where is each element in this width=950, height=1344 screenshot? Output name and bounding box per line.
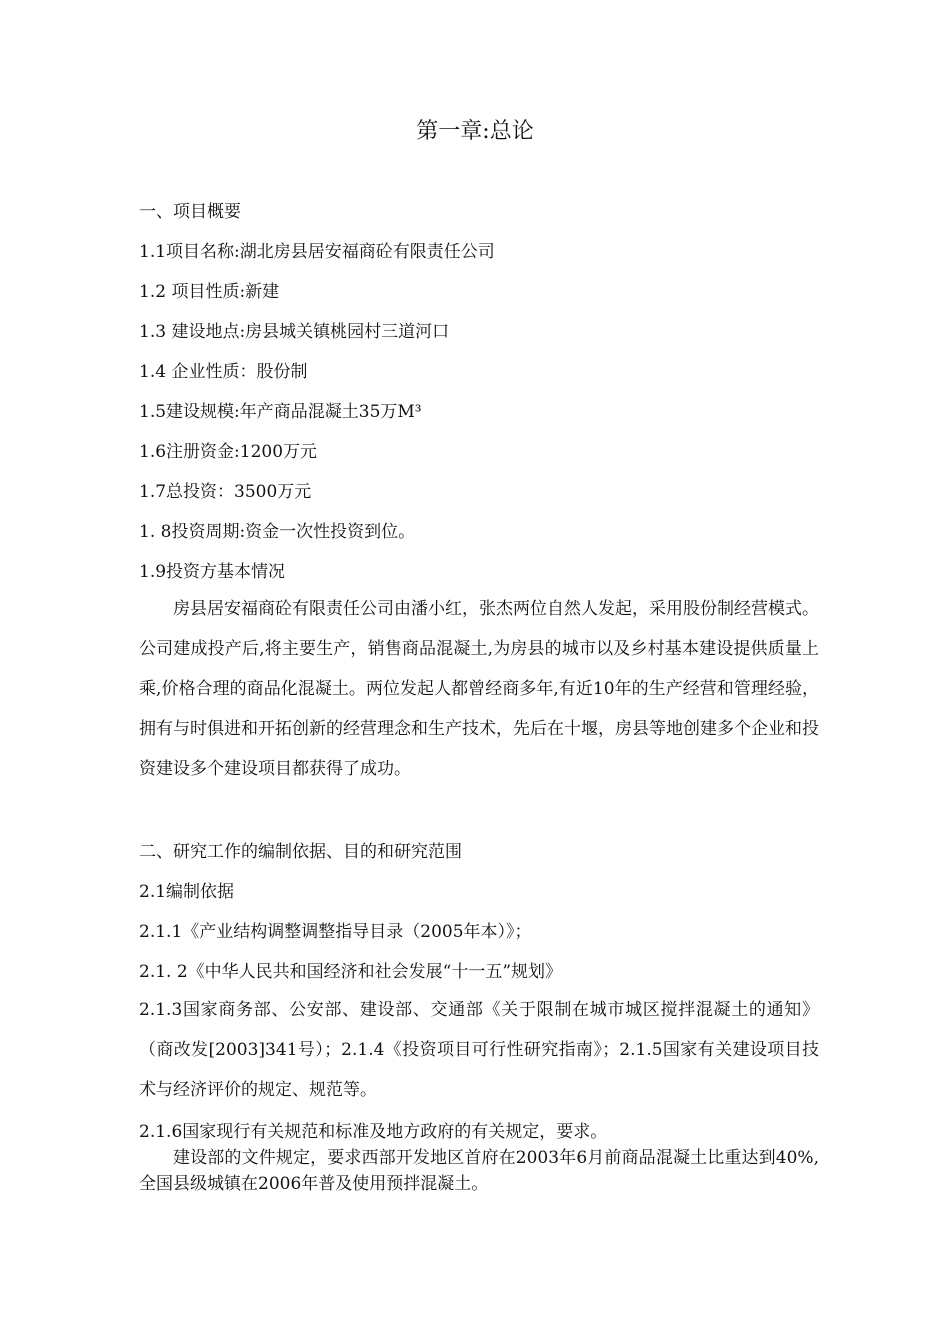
basis-item-6: 2.1.6国家现行有关规范和标准及地方政府的有关规定，要求。 <box>139 1122 608 1142</box>
investor-paragraph: 房县居安福商砼有限责任公司由潘小红，张杰两位自然人发起，采用股份制经营模式。公司建成投产后,将主要生产，销售商品混凝土,为房县的城市以及乡村基本建设提供质量上乘,价格合理的商品化混凝土。两位发起人都曾经商多年,有近10年的生产经营和管理经验，拥有与时俱进和开拓创新的经营理念和生产技术，先后在十堰，房县等地创建多个企业和投资建设多个建设项目都获得了成功。 <box>139 599 819 779</box>
basis-item-1: 2.1.1《产业结构调整调整指导目录（2005年本）》； <box>139 922 532 942</box>
section-heading-research: 二、研究工作的编制依据、目的和研究范围 <box>139 842 462 862</box>
chapter-title: 第一章:总论 <box>416 119 534 144</box>
basis-paragraph: 2.1.3国家商务部、公安部、建设部、交通部《关于限制在城市城区搅拌混凝土的通知》（商改发[2003]341号）；2.1.4《投资项目可行性研究指南》；2.1.5国家有关建设项目技术与经济评价的规定、规范等。 <box>139 1000 819 1100</box>
item-location: 1.3 建设地点:房县城关镇桃园村三道河口 <box>139 322 450 342</box>
item-investor-info: 1.9投资方基本情况 <box>139 562 286 582</box>
item-enterprise-nature: 1.4 企业性质：股份制 <box>139 362 308 382</box>
item-registered-capital: 1.6注册资金:1200万元 <box>139 442 318 462</box>
item-project-nature: 1.2 项目性质:新建 <box>139 282 280 302</box>
section-heading-overview: 一、项目概要 <box>139 202 241 222</box>
basis-item-2: 2.1. 2《中华人民共和国经济和社会发展“十一五”规划》 <box>139 962 563 982</box>
item-scale: 1.5建设规模:年产商品混凝土35万M³ <box>139 402 422 422</box>
item-total-investment: 1.7总投资：3500万元 <box>139 482 312 502</box>
basis-heading: 2.1编制依据 <box>139 882 235 902</box>
closing-paragraph: 建设部的文件规定，要求西部开发地区首府在2003年6月前商品混凝土比重达到40%,全国县级城镇在2006年普及使用预拌混凝土。 <box>139 1148 819 1194</box>
item-investment-period: 1. 8投资周期:资金一次性投资到位。 <box>139 522 416 542</box>
item-project-name: 1.1项目名称:湖北房县居安福商砼有限责任公司 <box>139 242 495 262</box>
